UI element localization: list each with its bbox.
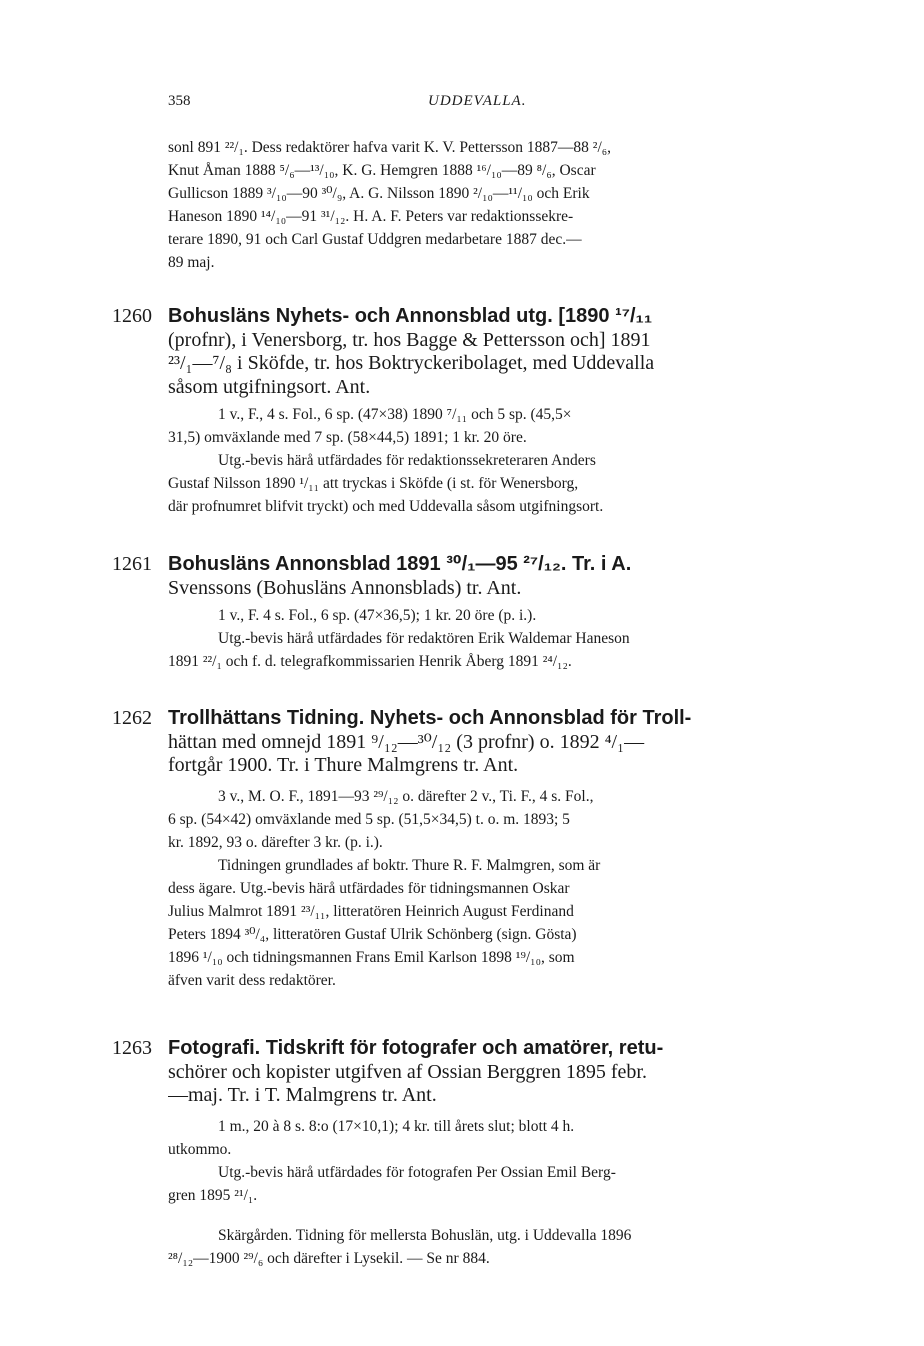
text-line: Haneson 1890 ¹⁴/₁₀—91 ³¹/₁₂. H. A. F. Peters var redaktionssekre- <box>168 208 574 225</box>
text-line: Utg.-bevis härå utfärdades för fotografen Per Ossian Emil Berg- <box>218 1164 616 1181</box>
entry-title-line: Trollhättans Tidning. Nyhets- och Annonsblad för Troll- <box>168 707 692 729</box>
text-line: utkommo. <box>168 1141 232 1158</box>
text-line: 31,5) omväxlande med 7 sp. (58×44,5) 1891; 1 kr. 20 öre. <box>168 429 527 446</box>
text-line: där profnumret blifvit tryckt) och med Uddevalla såsom utgifningsort. <box>168 498 604 515</box>
entry-main-text <box>168 707 838 778</box>
text-line: (profnr), i Venersborg, tr. hos Bagge & Pettersson och] 1891 <box>168 328 651 351</box>
text-line: Svenssons (Bohusläns Annonsblads) tr. Ant. <box>168 576 522 599</box>
entry-number: 1263 <box>112 1037 152 1059</box>
text-line: 1 v., F. 4 s. Fol., 6 sp. (47×36,5); 1 kr. 20 öre (p. i.). <box>218 607 537 624</box>
running-head: UDDEVALLA. <box>428 93 527 109</box>
text-line: 1896 ¹/₁₀ och tidningsmannen Frans Emil Karlson 1898 ¹⁹/₁₀, som <box>168 949 575 966</box>
text-line: Utg.-bevis härå utfärdades för redaktören Erik Waldemar Haneson <box>218 630 630 647</box>
text-line: Utg.-bevis härå utfärdades för redaktionssekreteraren Anders <box>218 452 596 469</box>
text-line: 6 sp. (54×42) omväxlande med 5 sp. (51,5×34,5) t. o. m. 1893; 5 <box>168 811 570 828</box>
text-line: Gullicson 1889 ³/₁₀—90 ³⁰/₉, A. G. Nilsson 1890 ²/₁₀—¹¹/₁₀ och Erik <box>168 185 590 202</box>
text-line: fortgår 1900. Tr. i Thure Malmgrens tr. Ant. <box>168 754 519 776</box>
entry-title-line: Fotografi. Tidskrift för fotografer och amatörer, retu- <box>168 1037 664 1059</box>
text-line: Gustaf Nilsson 1890 ¹/₁₁ att tryckas i Sköfde (i st. för Wenersborg, <box>168 475 579 492</box>
text-line: såsom utgifningsort. Ant. <box>168 375 371 398</box>
entry-number: 1262 <box>112 707 152 729</box>
text-line: sonl 891 ²²/₁. Dess redaktörer hafva varit K. V. Pettersson 1887—88 ²/₆, <box>168 139 612 156</box>
entry-number: 1261 <box>112 553 152 575</box>
text-line: hättan med omnejd 1891 ⁹/₁₂—³⁰/₁₂ (3 profnr) o. 1892 ⁴/₁— <box>168 730 645 753</box>
entry-main-text <box>168 305 838 399</box>
text-line: ²⁸/₁₂—1900 ²⁹/₆ och därefter i Lysekil. — Se nr 884. <box>168 1250 490 1267</box>
page-header <box>168 93 838 115</box>
entry-main-text <box>168 553 838 600</box>
intro-paragraph <box>168 136 838 274</box>
entry-notes <box>168 785 838 992</box>
entry-number: 1260 <box>112 305 152 327</box>
entry-title-line: Bohusläns Annonsblad 1891 ³⁰/₁—95 ²⁷/₁₂. Tr. i A. <box>168 553 632 575</box>
text-line: kr. 1892, 93 o. därefter 3 kr. (p. i.). <box>168 834 383 851</box>
entry-notes <box>168 403 838 518</box>
text-line: 1 v., F., 4 s. Fol., 6 sp. (47×38) 1890 ⁷/₁₁ och 5 sp. (45,5× <box>218 406 572 423</box>
entry-notes <box>168 604 838 673</box>
text-line: 1891 ²²/₁ och f. d. telegrafkommissarien Henrik Åberg 1891 ²⁴/₁₂. <box>168 653 572 670</box>
text-line: Knut Åman 1888 ⁵/₆—¹³/₁₀, K. G. Hemgren 1888 ¹⁶/₁₀—89 ⁸/₆, Oscar <box>168 162 596 179</box>
text-line: Peters 1894 ³⁰/₄, litteratören Gustaf Ulrik Schönberg (sign. Gösta) <box>168 926 577 943</box>
page-number: 358 <box>168 93 191 109</box>
text-line: äfven varit dess redaktörer. <box>168 972 336 989</box>
text-line: 89 maj. <box>168 254 215 271</box>
cross-reference-paragraph <box>168 1224 838 1270</box>
text-line: gren 1895 ²¹/₁. <box>168 1187 258 1204</box>
text-line: dess ägare. Utg.-bevis härå utfärdades för tidningsmannen Oskar <box>168 880 570 897</box>
entry-title-line: Bohusläns Nyhets- och Annonsblad utg. [1890 ¹⁷/₁₁ <box>168 305 653 327</box>
text-line: Tidningen grundlades af boktr. Thure R. F. Malmgren, som är <box>218 857 601 874</box>
text-line: 1 m., 20 à 8 s. 8:o (17×10,1); 4 kr. till årets slut; blott 4 h. <box>218 1118 575 1135</box>
text-line: Skärgården. Tidning för mellersta Bohuslän, utg. i Uddevalla 1896 <box>218 1227 632 1244</box>
text-line: ²³/₁—⁷/₈ i Sköfde, tr. hos Boktryckeribolaget, med Uddevalla <box>168 352 655 374</box>
text-line: —maj. Tr. i T. Malmgrens tr. Ant. <box>168 1084 437 1106</box>
text-line: Julius Malmrot 1891 ²³/₁₁, litteratören Heinrich August Ferdinand <box>168 903 574 920</box>
entry-main-text <box>168 1037 838 1108</box>
entry-notes <box>168 1115 838 1207</box>
text-line: terare 1890, 91 och Carl Gustaf Uddgren medarbetare 1887 dec.— <box>168 231 582 248</box>
text-line: 3 v., M. O. F., 1891—93 ²⁹/₁₂ o. därefter 2 v., Ti. F., 4 s. Fol., <box>218 788 594 805</box>
text-line: schörer och kopister utgifven af Ossian Berggren 1895 febr. <box>168 1060 647 1083</box>
